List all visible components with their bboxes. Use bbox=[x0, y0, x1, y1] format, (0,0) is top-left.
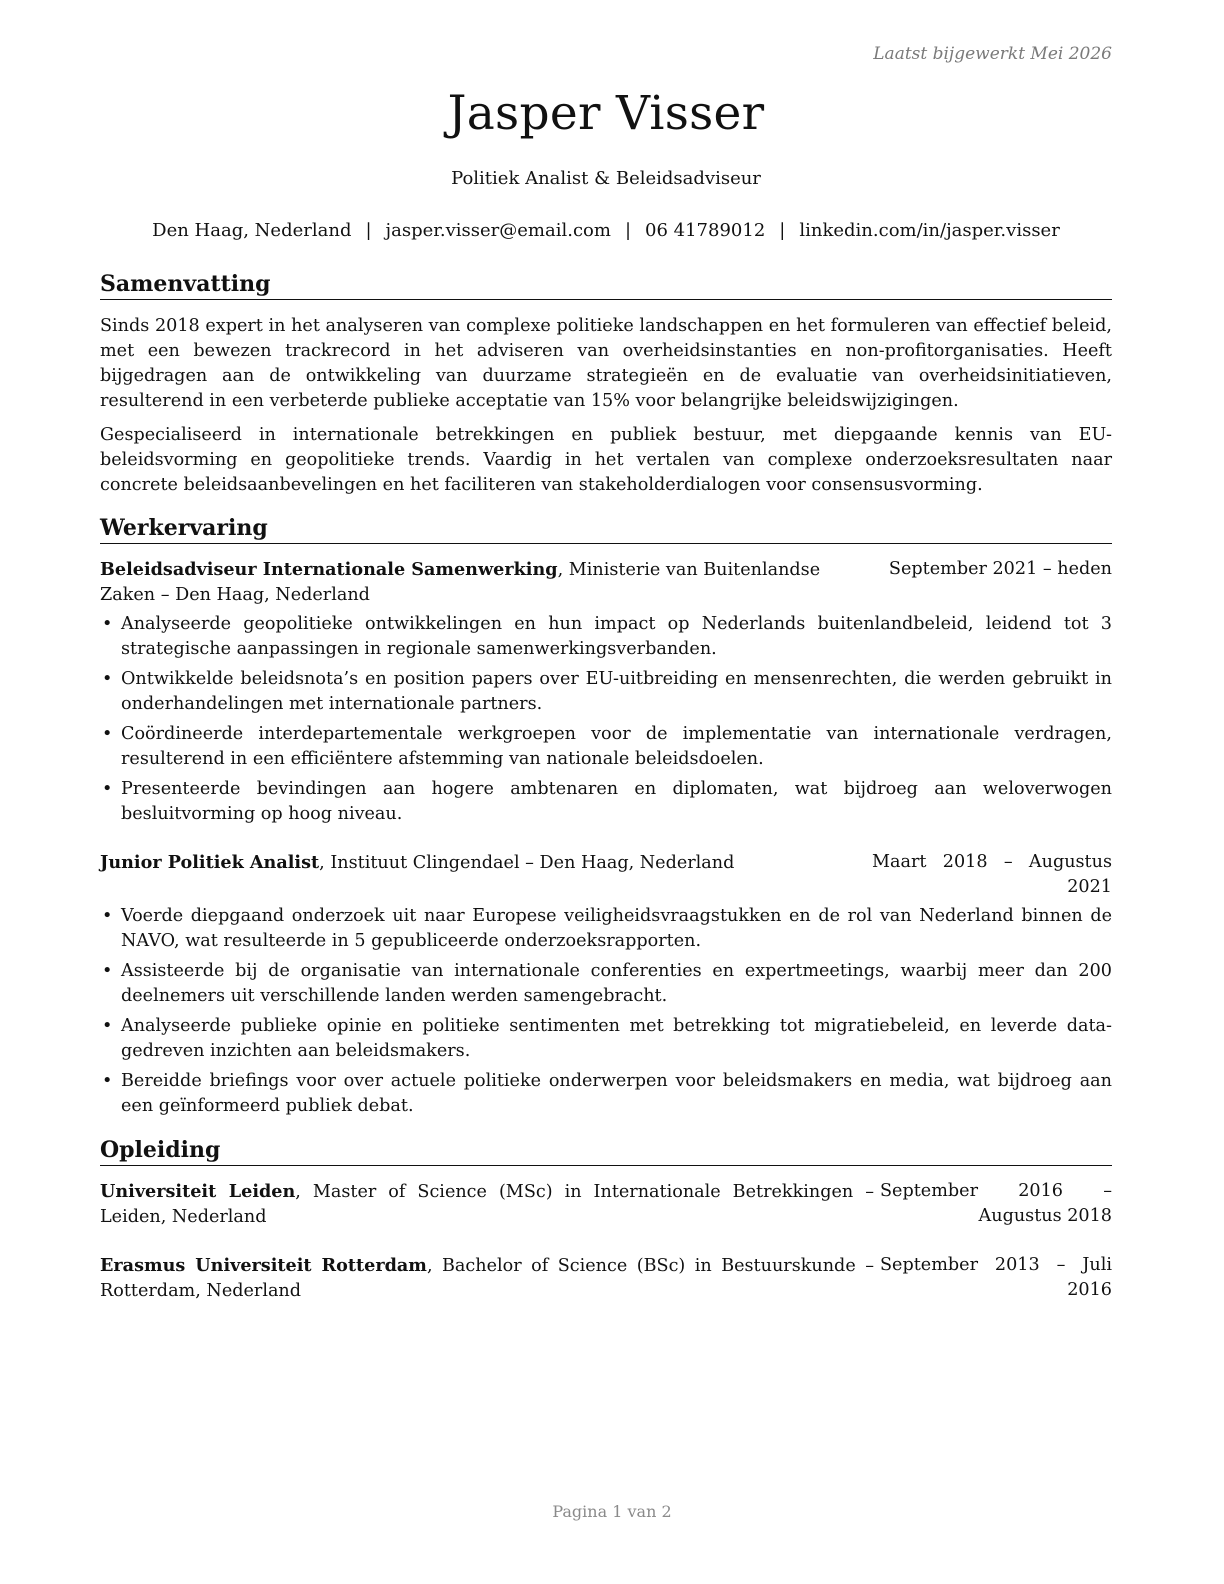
education-degree: , Master of Science (MSc) in Internationale Betrekkingen – Leiden, Nederland bbox=[100, 1182, 874, 1227]
achievement-text: Voerde diepgaand onderzoek uit naar Europese veiligheidsvraagstukken en de rol van Nederland binnen de NAVO, wat resulteerde in 5 gepubliceerde onderzoeksrapporten. bbox=[121, 906, 1112, 951]
education-entry-2 bbox=[100, 1253, 1112, 1304]
page-number: Pagina 1 van 2 bbox=[552, 1502, 672, 1521]
education-school-degree bbox=[100, 1253, 880, 1304]
bullet-icon: • bbox=[102, 779, 113, 799]
summary-paragraph-2: Gespecialiseerd in internationale betrekkingen en publiek bestuur, met diepgaande kennis van EU-beleidsvorming en geopolitieke trends. Vaardig in het vertalen van complexe onderzoeksresultaten naar concrete beleidsaanbevelingen en het faciliteren van stakeholderdialogen voor consensusvorming. bbox=[100, 425, 1112, 495]
summary-paragraph-1: Sinds 2018 expert in het analyseren van complexe politieke landschappen en het formuleren van effectief beleid, met een bewezen trackrecord in het adviseren van overheidsinstanties en non-profitorganisaties. Heeft bijgedragen aan de ontwikkeling van duurzame strategieën en de evaluatie van overheidsinitiatieven, resulterend in een verbeterde publieke acceptatie van 15% voor belangrijke beleidswijzigingen. bbox=[100, 316, 1112, 411]
bullet-icon: • bbox=[102, 669, 113, 689]
list-item bbox=[100, 1014, 1112, 1064]
list-item bbox=[100, 667, 1112, 717]
list-item bbox=[100, 722, 1112, 772]
section-title-experience: Werkervaring bbox=[100, 514, 1112, 544]
list-item bbox=[100, 1069, 1112, 1119]
list-item bbox=[100, 904, 1112, 954]
list-item bbox=[100, 959, 1112, 1009]
education-dates: September 2016 – Augustus 2018 bbox=[880, 1181, 1112, 1226]
job-title: Politiek Analist & Beleidsadviseur bbox=[451, 168, 761, 189]
job-achievements bbox=[100, 612, 1112, 827]
job-role: Junior Politiek Analist bbox=[100, 852, 320, 873]
job-organization: , Instituut Clingendael – Den Haag, Nederland bbox=[319, 853, 735, 873]
achievement-text: Analyseerde geopolitieke ontwikkelingen en hun impact op Nederlands buitenlandbeleid, leidend tot 3 strategische aanpassingen in regionale samenwerkingsverbanden. bbox=[121, 614, 1112, 659]
contact-email[interactable]: jasper.visser@email.com bbox=[385, 220, 611, 241]
person-name: Jasper Visser bbox=[447, 86, 765, 141]
bullet-icon: • bbox=[102, 724, 113, 744]
achievement-text: Analyseerde publieke opinie en politieke sentimenten met betrekking tot migratiebeleid, en leverde data-gedreven inzichten aan beleidsmakers. bbox=[121, 1016, 1112, 1061]
list-item bbox=[100, 612, 1112, 662]
job-dates: September 2021 – heden bbox=[888, 559, 1112, 579]
job-dates: Maart 2018 – Augustus 2021 bbox=[872, 852, 1112, 897]
job-entry-2 bbox=[100, 850, 1112, 1124]
section-title-summary: Samenvatting bbox=[100, 270, 1112, 300]
bullet-icon: • bbox=[102, 1071, 113, 1091]
bullet-icon: • bbox=[102, 614, 113, 634]
job-entry-1 bbox=[100, 557, 1112, 832]
contact-line bbox=[100, 220, 1112, 241]
job-role-org bbox=[100, 850, 872, 876]
contact-phone: 06 41789012 bbox=[645, 220, 766, 241]
contact-linkedin[interactable]: linkedin.com/in/jasper.visser bbox=[799, 220, 1060, 241]
bullet-icon: • bbox=[102, 1016, 113, 1036]
job-achievements bbox=[100, 904, 1112, 1119]
list-item bbox=[100, 777, 1112, 827]
job-header bbox=[100, 557, 1112, 608]
last-updated: Laatst bijgewerkt Mei 2026 bbox=[873, 44, 1112, 64]
education-school: Universiteit Leiden bbox=[100, 1181, 296, 1202]
education-dates: September 2013 – Juli 2016 bbox=[880, 1255, 1112, 1300]
job-organization: , Ministerie van Buitenlandse Zaken – Den Haag, Nederland bbox=[100, 560, 821, 605]
resume-page bbox=[100, 0, 1112, 1584]
achievement-text: Bereidde briefings voor over actuele politieke onderwerpen voor beleidsmakers en media, wat bijdroeg aan een geïnformeerd publiek debat. bbox=[121, 1071, 1112, 1116]
achievement-text: Assisteerde bij de organisatie van internationale conferenties en expertmeetings, waarbij meer dan 200 deelnemers uit verschillende landen werden samengebracht. bbox=[121, 961, 1112, 1006]
contact-separator: | bbox=[365, 220, 372, 241]
education-school: Erasmus Universiteit Rotterdam bbox=[100, 1255, 427, 1276]
contact-separator: | bbox=[779, 220, 786, 241]
education-school-degree bbox=[100, 1179, 880, 1230]
contact-location: Den Haag, Nederland bbox=[152, 220, 352, 241]
contact-separator: | bbox=[624, 220, 632, 241]
bullet-icon: • bbox=[102, 961, 113, 981]
achievement-text: Presenteerde bevindingen aan hogere ambtenaren en diplomaten, wat bijdroeg aan weloverwogen besluitvorming op hoog niveau. bbox=[121, 779, 1112, 824]
achievement-text: Ontwikkelde beleidsnota’s en position papers over EU-uitbreiding en mensenrechten, die werden gebruikt in onderhandelingen met internationale partners. bbox=[121, 669, 1112, 714]
section-title-education: Opleiding bbox=[100, 1136, 1112, 1166]
education-degree: , Bachelor of Science (BSc) in Bestuurskunde – Rotterdam, Nederland bbox=[100, 1256, 874, 1301]
education-entry-1 bbox=[100, 1179, 1112, 1230]
job-header bbox=[100, 850, 1112, 900]
job-role-org bbox=[100, 557, 889, 608]
job-role: Beleidsadviseur Internationale Samenwerking bbox=[100, 559, 558, 580]
bullet-icon: • bbox=[102, 906, 113, 926]
achievement-text: Coördineerde interdepartementale werkgroepen voor de implementatie van internationale verdragen, resulterend in een efficiëntere afstemming van nationale beleidsdoelen. bbox=[121, 724, 1112, 769]
